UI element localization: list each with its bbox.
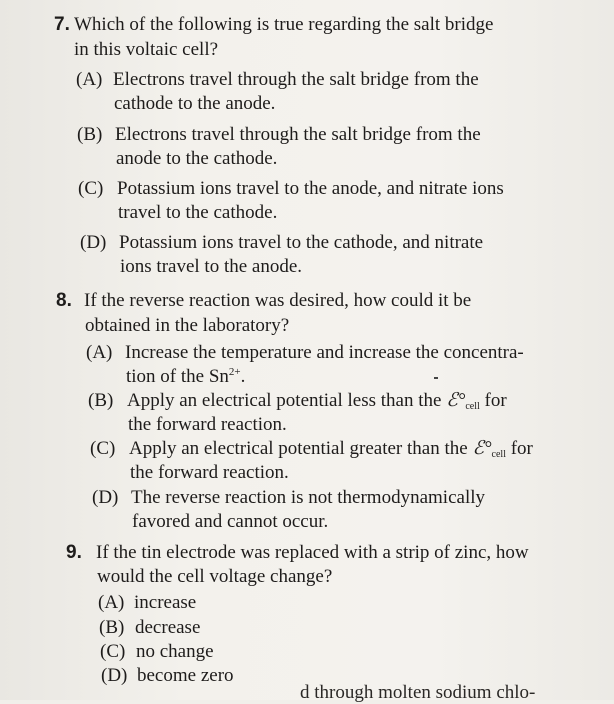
option-letter: (C) [100, 641, 126, 662]
stray-mark [434, 377, 438, 379]
option-letter: (B) [99, 617, 125, 638]
question-stem-line: obtained in the laboratory? [85, 315, 290, 336]
option-text-line: favored and cannot occur. [132, 511, 329, 532]
cell-potential-symbol: ℰ° [472, 438, 492, 459]
option-text-line: the forward reaction. [130, 462, 289, 483]
option-text-line: Potassium ions travel to the cathode, and nitrate [119, 232, 484, 253]
question-stem-line: would the cell voltage change? [97, 566, 333, 587]
option-text-line: Apply an electrical potential greater than the $ℰ^\circ_{cell}$ for [129, 438, 533, 460]
option-text-line: Apply an electrical potential less than the $ℰ^\circ_{cell}$ for [127, 390, 507, 412]
option-text-line: decrease [135, 617, 201, 638]
question-number: 9. [66, 542, 82, 563]
option-text-line: cathode to the anode. [114, 93, 276, 114]
option-letter: (B) [77, 124, 103, 145]
option-letter: (D) [80, 232, 107, 253]
option-letter: (B) [88, 390, 114, 411]
option-text-line: no change [136, 641, 214, 662]
question-stem-line: Which of the following is true regarding the salt bridge [74, 14, 494, 35]
option-text-line: anode to the cathode. [116, 148, 278, 169]
option-text-line: Electrons travel through the salt bridge from the [113, 69, 479, 90]
option-letter: (A) [98, 592, 125, 613]
option-letter: (A) [76, 69, 103, 90]
question-stem-line: in this voltaic cell? [74, 39, 219, 60]
question-stem-line: If the tin electrode was replaced with a strip of zinc, how [96, 542, 529, 563]
option-text-line: become zero [137, 665, 234, 686]
superscript-charge: 2+ [228, 366, 241, 378]
option-text-line: Increase the temperature and increase the concentra- [125, 342, 524, 363]
option-text-line: Electrons travel through the salt bridge from the [115, 124, 481, 145]
option-letter: (D) [92, 487, 119, 508]
option-text-line: travel to the cathode. [118, 202, 278, 223]
question-number: 8. [56, 290, 72, 311]
option-letter: (A) [86, 342, 113, 363]
option-text-line: increase [134, 592, 197, 613]
option-letter: (C) [78, 178, 104, 199]
option-letter: (C) [90, 438, 116, 459]
question-stem-line: If the reverse reaction was desired, how could it be [84, 290, 472, 311]
option-text-line: ions travel to the anode. [120, 256, 303, 277]
option-text-line: The reverse reaction is not thermodynamically [131, 487, 486, 508]
option-text-line: Potassium ions travel to the anode, and nitrate ions [117, 178, 504, 199]
cell-potential-symbol: ℰ° [446, 390, 466, 411]
question-number: 7. [54, 14, 70, 35]
option-text-line: the forward reaction. [128, 414, 287, 435]
option-text-line: tion of the $Sn^{2+}$. [126, 366, 246, 387]
cutoff-text: d through molten sodium chlo- [300, 682, 536, 703]
option-letter: (D) [101, 665, 128, 686]
